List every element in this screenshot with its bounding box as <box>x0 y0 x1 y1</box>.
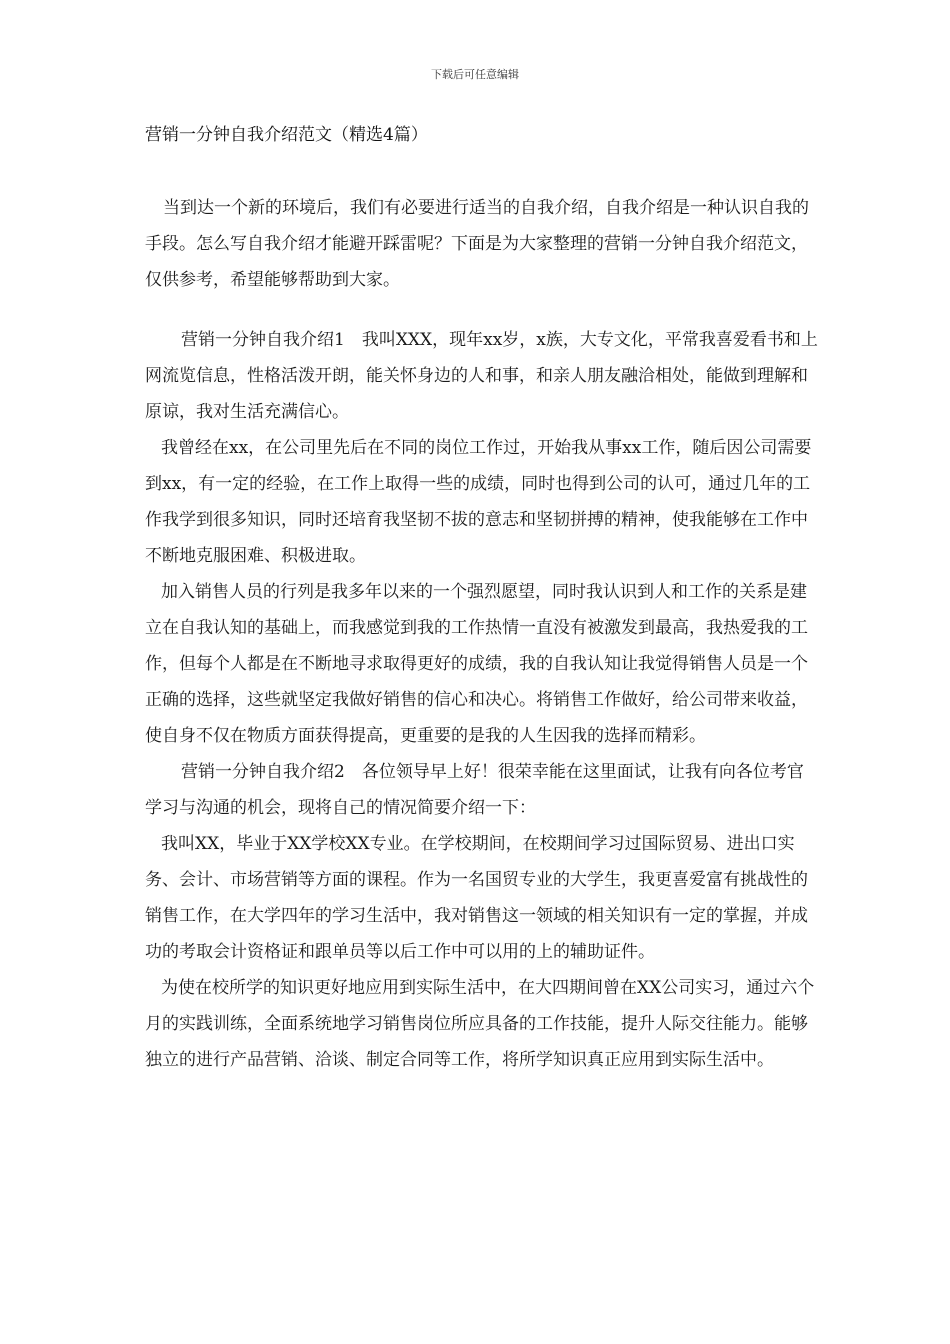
paragraph-section-2: 营销一分钟自我介绍2 各位领导早上好！很荣幸能在这里面试，让我有向各位考官学习与沟通的机会，现将自己的情况简要介绍一下： <box>145 762 804 818</box>
paragraph: 我曾经在xx，在公司里先后在不同的岗位工作过，开始我从事xx工作，随后因公司需要到xx，有一定的经验，在工作上取得一些的成绩，同时也得到公司的认可，通过几年的工作我学到很多知识，同时还培育我坚韧不拔的意志和坚韧拼搏的精神，使我能够在工作中不断地克服困难、积极进取。 <box>145 438 812 566</box>
paragraph: 为使在校所学的知识更好地应用到实际生活中，在大四期间曾在XX公司实习，通过六个月的实践训练，全面系统地学习销售岗位所应具备的工作技能，提升人际交往能力。能够独立的进行产品营销、洽谈、制定合同等工作，将所学知识真正应用到实际生活中。 <box>145 978 815 1070</box>
paragraph-intro: 当到达一个新的环境后，我们有必要进行适当的自我介绍，自我介绍是一种认识自我的手段。怎么写自我介绍才能避开踩雷呢？下面是为大家整理的营销一分钟自我介绍范文，仅供参考，希望能够帮助到大家。 <box>145 198 809 290</box>
page-header: 下载后可任意编辑 <box>431 68 519 81</box>
document-title: 营销一分钟自我介绍范文（精选4篇） <box>145 125 428 145</box>
document-body <box>145 190 820 1078</box>
paragraph: 加入销售人员的行列是我多年以来的一个强烈愿望，同时我认识到人和工作的关系是建立在自我认知的基础上，而我感觉到我的工作热情一直没有被激发到最高，我热爱我的工作，但每个人都是在不断地寻求取得更好的成绩，我的自我认知让我觉得销售人员是一个正确的选择，这些就坚定我做好销售的信心和决心。将销售工作做好，给公司带来收益，使自身不仅在物质方面获得提高，更重要的是我的人生因我的选择而精彩。 <box>145 582 808 746</box>
paragraph-section-1: 营销一分钟自我介绍1 我叫XXX，现年xx岁，x族，大专文化，平常我喜爱看书和上网流览信息，性格活泼开朗，能关怀身边的人和事，和亲人朋友融洽相处，能做到理解和原谅，我对生活充满信心。 <box>145 330 818 422</box>
paragraph: 我叫XX，毕业于XX学校XX专业。在学校期间，在校期间学习过国际贸易、进出口实务、会计、市场营销等方面的课程。作为一名国贸专业的大学生，我更喜爱富有挑战性的销售工作，在大学四年的学习生活中，我对销售这一领域的相关知识有一定的掌握，并成功的考取会计资格证和跟单员等以后工作中可以用的上的辅助证件。 <box>145 834 808 962</box>
